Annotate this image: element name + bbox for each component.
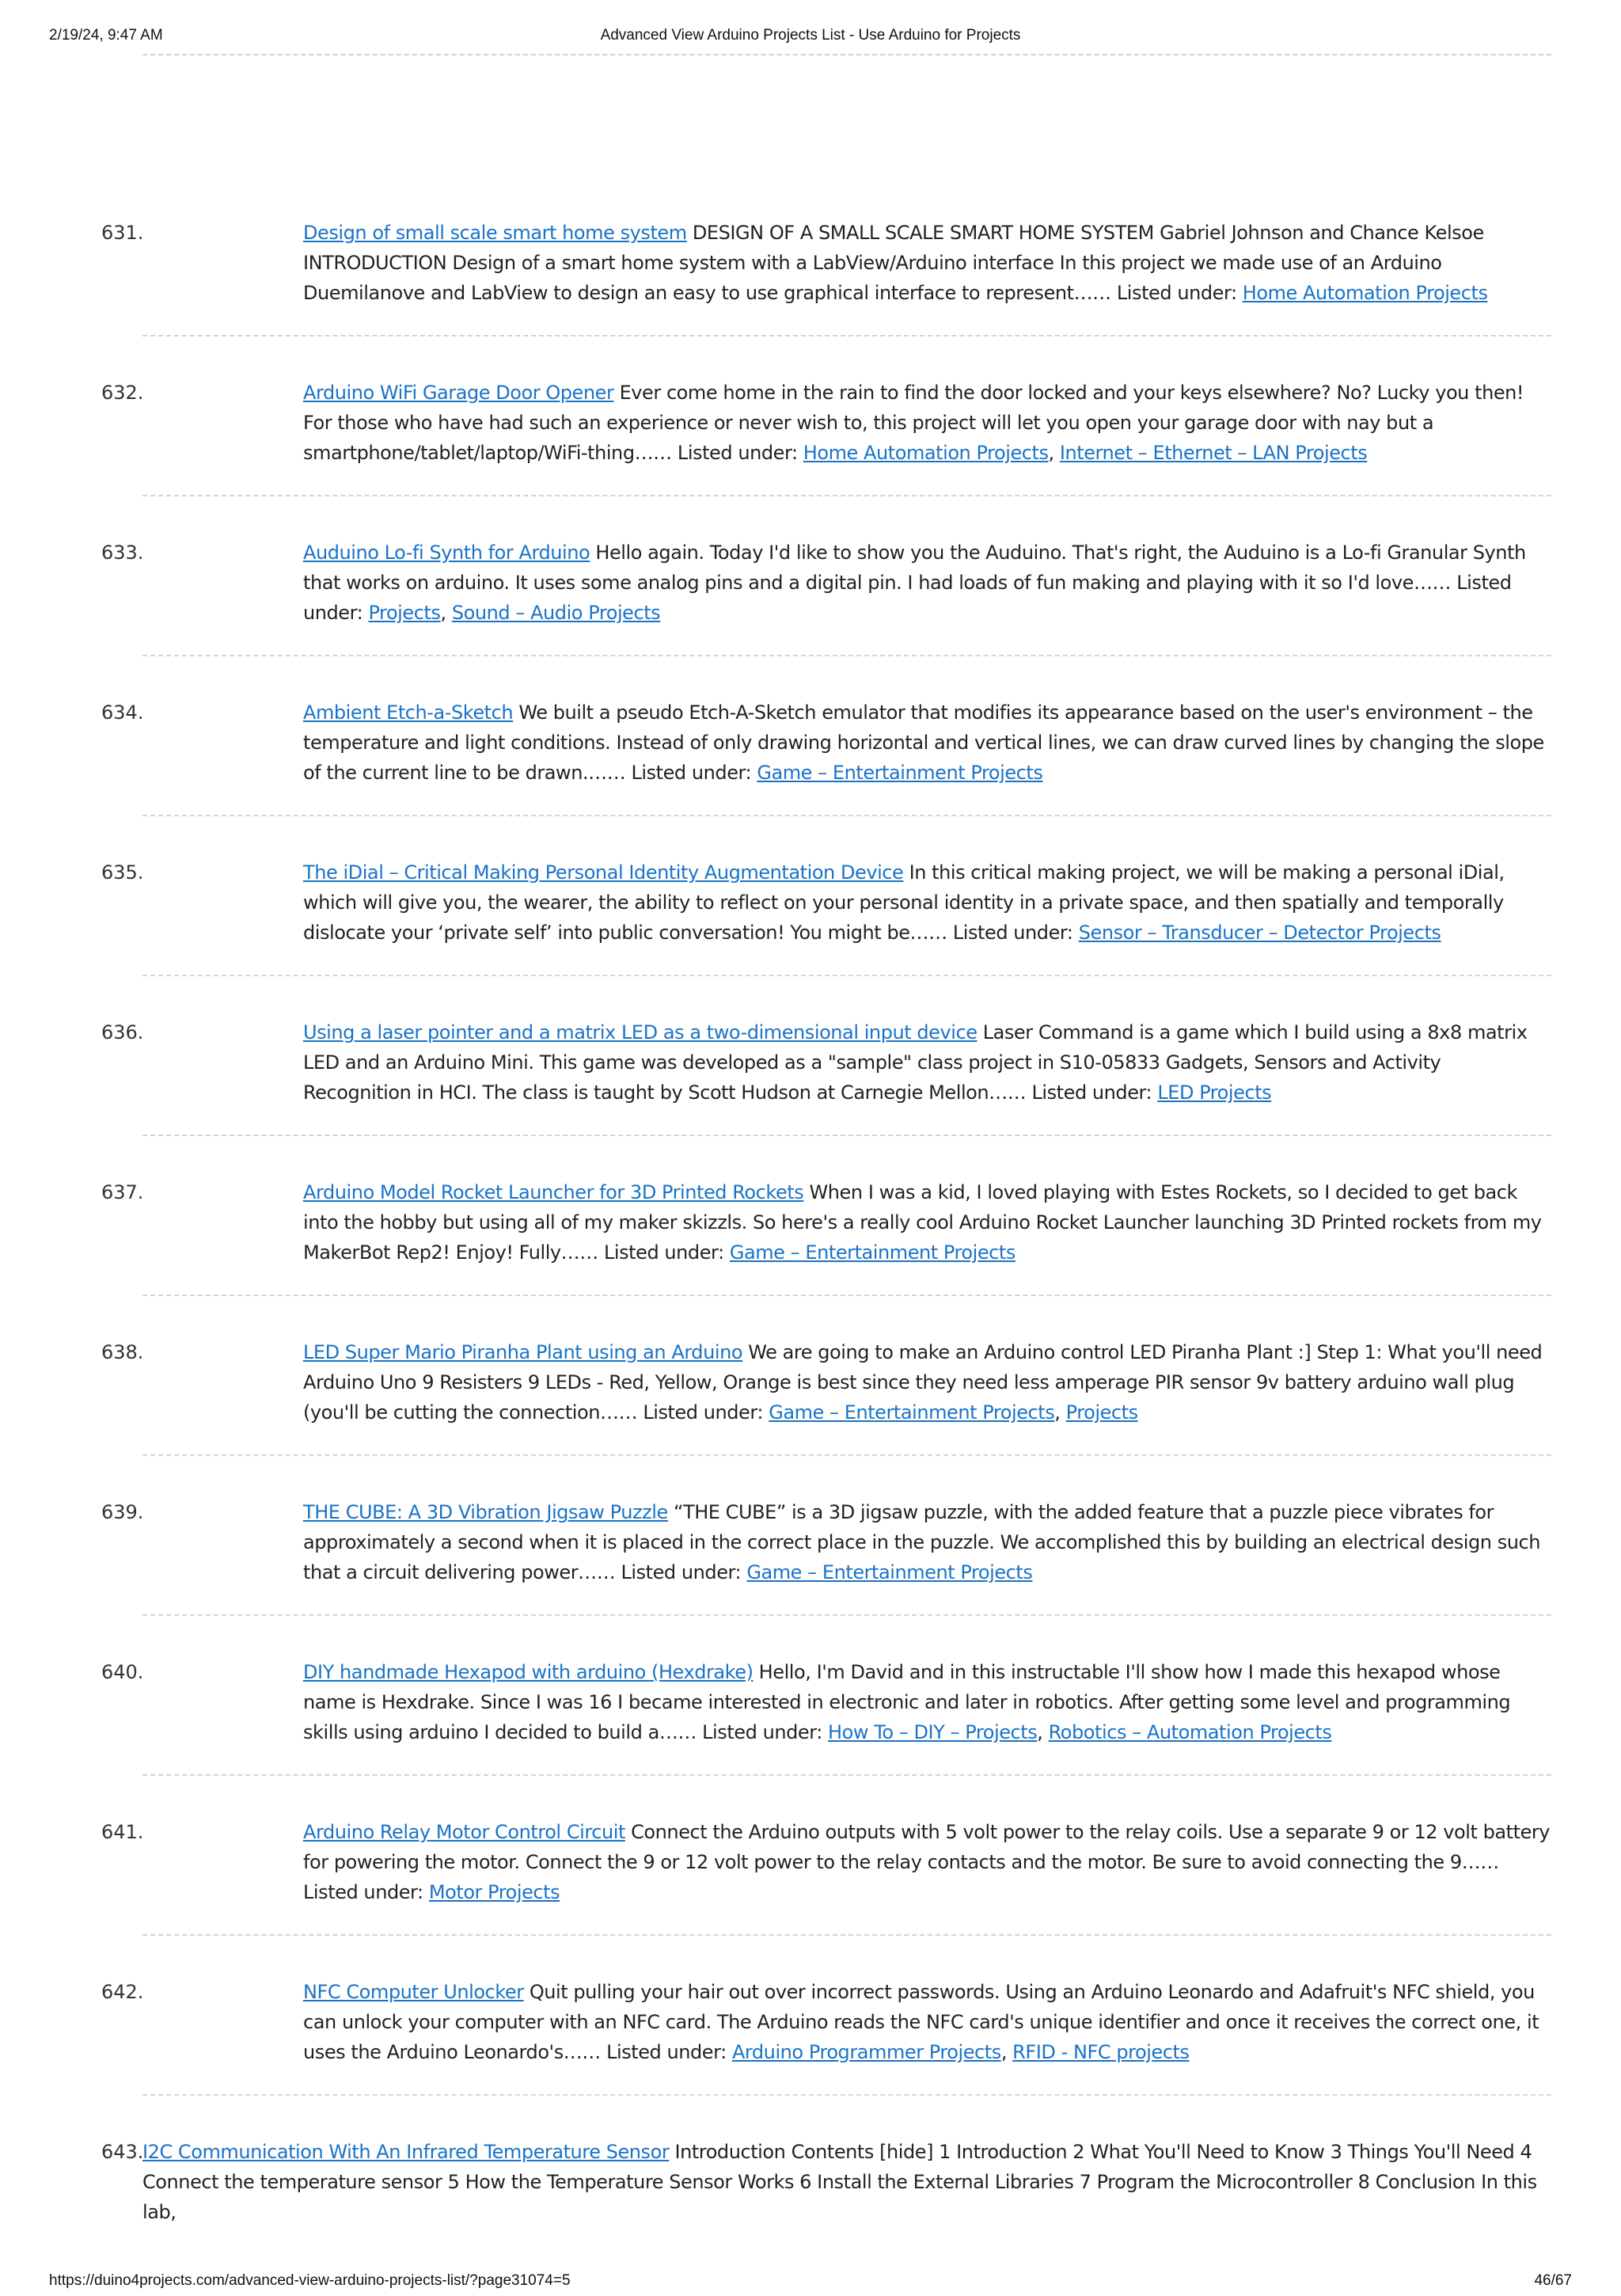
- category-link[interactable]: Internet – Ethernet – LAN Projects: [1059, 442, 1368, 464]
- category-link[interactable]: Game – Entertainment Projects: [729, 1241, 1015, 1264]
- divider: [142, 495, 1551, 496]
- category-link[interactable]: Home Automation Projects: [1242, 282, 1488, 304]
- listed-under-label: Listed under:: [643, 1401, 763, 1424]
- item-body: NFC Computer Unlocker Quit pulling your hair out over incorrect passwords. Using an Arduino Leonardo and Adafruit's NFC shield, you can unlock your computer with an NFC card. The Arduino reads the NFC card's unique identifier and once it receives the correct one, it uses the Arduino Leonardo's…… Listed under: Arduino Programmer Projects, RFID - NFC projects: [303, 1981, 1539, 2063]
- category-link[interactable]: Game – Entertainment Projects: [746, 1561, 1033, 1583]
- item-body: Arduino WiFi Garage Door Opener Ever come home in the rain to find the door locked and your keys elsewhere? No? Lucky you then! For those who have had such an experience or never wish to, this project will let you open your garage door with nay but a smartphone/tablet/laptop/WiFi-thing…… Listed under: Home Automation Projects, Internet – Ethernet – LAN Projects: [303, 382, 1524, 464]
- listed-under-label: Listed under:: [303, 1881, 423, 1903]
- category-link[interactable]: Home Automation Projects: [803, 442, 1049, 464]
- print-page-number: 46/67: [1534, 2272, 1572, 2289]
- project-title-link[interactable]: Arduino Model Rocket Launcher for 3D Printed Rockets: [303, 1181, 804, 1203]
- divider: [142, 1934, 1551, 1936]
- project-title-link[interactable]: Arduino Relay Motor Control Circuit: [303, 1821, 625, 1843]
- category-link[interactable]: RFID - NFC projects: [1012, 2041, 1190, 2063]
- divider: [142, 335, 1551, 336]
- print-footer: [0, 2272, 1621, 2296]
- divider: [142, 815, 1551, 816]
- project-title-link[interactable]: Arduino WiFi Garage Door Opener: [303, 382, 614, 404]
- project-description: “THE CUBE” is a 3D jigsaw puzzle, with the added feature that a puzzle piece vibrates for approximately a second when it is placed in the correct place in the puzzle. We accomplished this by building an electrical design such that a circuit delivering power……: [303, 1501, 1541, 1583]
- project-description: When I was a kid, I loved playing with Estes Rockets, so I decided to get back into the hobby but using all of my maker skizzls. So here's a really cool Arduino Rocket Launcher launching 3D Printed rockets from my MakerBot Rep2! Enjoy! Fully……: [303, 1181, 1542, 1264]
- category-link[interactable]: Game – Entertainment Projects: [757, 762, 1043, 784]
- print-header: [0, 27, 1621, 51]
- divider: [142, 1614, 1551, 1616]
- item-body: [101, 2137, 1551, 2227]
- category-link[interactable]: Projects: [1065, 1401, 1138, 1424]
- divider: [142, 1774, 1551, 1776]
- project-title-link[interactable]: Using a laser pointer and a matrix LED as a two-dimensional input device: [303, 1021, 978, 1043]
- listed-under-label: Listed under:: [631, 762, 752, 784]
- project-title-link[interactable]: Ambient Etch-a-Sketch: [303, 701, 514, 724]
- category-link[interactable]: Arduino Programmer Projects: [731, 2041, 1001, 2063]
- listed-under-label: Listed under:: [606, 2041, 727, 2063]
- item-body: [303, 1817, 1552, 1907]
- category-link[interactable]: Game – Entertainment Projects: [769, 1401, 1055, 1424]
- print-datetime: 2/19/24, 9:47 AM: [49, 27, 163, 44]
- project-description: Ever come home in the rain to find the door locked and your keys elsewhere? No? Lucky you then! For those who have had such an experience or never wish to, this project will let you open your garage door with nay but a smartphone/tablet/laptop/WiFi-thing……: [303, 382, 1524, 464]
- project-title-link[interactable]: DIY handmade Hexapod with arduino (Hexdrake): [303, 1661, 754, 1683]
- print-url: https://duino4projects.com/advanced-view-arduino-projects-list/?page31074=5: [49, 2272, 571, 2289]
- project-title-link[interactable]: LED Super Mario Piranha Plant using an Arduino: [303, 1341, 743, 1363]
- item-body: [303, 1177, 1552, 1268]
- item-body: [303, 1497, 1552, 1587]
- category-link[interactable]: Motor Projects: [428, 1881, 560, 1903]
- listed-under-label: Listed under:: [621, 1561, 742, 1583]
- item-number: 638.: [101, 1341, 144, 1363]
- listed-under-label: Listed under:: [677, 442, 798, 464]
- project-title-link[interactable]: NFC Computer Unlocker: [303, 1981, 524, 2003]
- item-body: [303, 218, 1552, 308]
- project-description: In this critical making project, we will be making a personal iDial, which will give you, the wearer, the ability to reflect on your personal identity in a private space, and then spatially and temporally dislocate your ‘private self’ into public conversation! You might be……: [303, 861, 1505, 944]
- project-title-link[interactable]: I2C Communication With An Infrared Temperature Sensor: [142, 2141, 670, 2163]
- project-description: DESIGN OF A SMALL SCALE SMART HOME SYSTEM Gabriel Johnson and Chance Kelsoe INTRODUCTION Design of a smart home system with a LabView/Arduino interface In this project we made use of an Arduino Duemilanove and LabView to design an easy to use graphical interface to represent……: [303, 222, 1484, 304]
- project-description: Introduction Contents [hide] 1 Introduction 2 What You'll Need to Know 3 Things You'll Need 4 Connect the temperature sensor 5 How the Temperature Sensor Works 6 Install the External Libraries 7 Program the Microcontroller 8 Conclusion In this lab,: [142, 2141, 1537, 2223]
- item-body: [303, 1017, 1552, 1108]
- item-number: 635.: [101, 861, 144, 884]
- item-number: 642.: [101, 1981, 144, 2003]
- item-number: 633.: [101, 542, 144, 564]
- divider: [142, 54, 1551, 55]
- divider: [142, 655, 1551, 656]
- item-body: LED Super Mario Piranha Plant using an Arduino We are going to make an Arduino control LED Piranha Plant :] Step 1: What you'll need Arduino Uno 9 Resisters 9 LEDs - Red, Yellow, Orange is best since they need less amperage PIR sensor 9v battery arduino wall plug (you'll be cutting the connection…… Listed under: Game – Entertainment Projects, Projects: [303, 1341, 1543, 1424]
- project-description: Laser Command is a game which I build using a 8x8 matrix LED and an Arduino Mini. This game was developed as a "sample" class project in S10-05833 Gadgets, Sensors and Activity Recognition in HCI. The class is taught by Scott Hudson at Carnegie Mellon……: [303, 1021, 1528, 1104]
- category-link[interactable]: Sound – Audio Projects: [451, 602, 661, 624]
- category-link[interactable]: Sensor – Transducer – Detector Projects: [1078, 922, 1441, 944]
- divider: [142, 1294, 1551, 1296]
- category-link[interactable]: How To – DIY – Projects: [828, 1721, 1038, 1743]
- item-number: 641.: [101, 1821, 144, 1843]
- listed-under-label: Listed under:: [303, 572, 1512, 624]
- project-title-link[interactable]: Auduino Lo-fi Synth for Arduino: [303, 542, 590, 564]
- listed-under-label: Listed under:: [952, 922, 1073, 944]
- divider: [142, 975, 1551, 976]
- item-number: 643.: [101, 2141, 144, 2163]
- item-number: 637.: [101, 1181, 144, 1203]
- project-description: Hello again. Today I'd like to show you the Auduino. That's right, the Auduino is a Lo-fi Granular Synth that works on arduino. It uses some analog pins and a digital pin. I had loads of fun making and playing with it so I'd love……: [303, 542, 1526, 594]
- project-description: We are going to make an Arduino control LED Piranha Plant :] Step 1: What you'll need Arduino Uno 9 Resisters 9 LEDs - Red, Yellow, Orange is best since they need less amperage PIR sensor 9v battery arduino wall plug (you'll be cutting the connection……: [303, 1341, 1543, 1424]
- listed-under-label: Listed under:: [1031, 1081, 1152, 1104]
- item-number: 640.: [101, 1661, 144, 1683]
- item-number: 631.: [101, 222, 144, 244]
- divider: [142, 1454, 1551, 1456]
- project-description: Quit pulling your hair out over incorrect passwords. Using an Arduino Leonardo and Adafruit's NFC shield, you can unlock your computer with an NFC card. The Arduino reads the NFC card's unique identifier and once it receives the correct one, it uses the Arduino Leonardo's……: [303, 1981, 1539, 2063]
- category-link[interactable]: LED Projects: [1157, 1081, 1272, 1104]
- project-description: We built a pseudo Etch-A-Sketch emulator that modifies its appearance based on the user's environment – the temperature and light conditions. Instead of only drawing horizontal and vertical lines, we can draw curved lines by changing the slope of the current line to be drawn.……: [303, 701, 1544, 784]
- category-link[interactable]: Robotics – Automation Projects: [1048, 1721, 1332, 1743]
- project-title-link[interactable]: THE CUBE: A 3D Vibration Jigsaw Puzzle: [303, 1501, 668, 1523]
- item-number: 639.: [101, 1501, 144, 1523]
- divider: [142, 1135, 1551, 1136]
- item-number: 636.: [101, 1021, 144, 1043]
- item-body: DIY handmade Hexapod with arduino (Hexdrake) Hello, I'm David and in this instructable I'll show how I made this hexapod whose name is Hexdrake. Since I was 16 I became interested in electronic and later in robotics. After getting some level and programming skills using arduino I decided to build a…… Listed under: How To – DIY – Projects, Robotics – Automation Projects: [303, 1661, 1511, 1743]
- project-title-link[interactable]: Design of small scale smart home system: [303, 222, 687, 244]
- project-description: Hello, I'm David and in this instructable I'll show how I made this hexapod whose name is Hexdrake. Since I was 16 I became interested in electronic and later in robotics. After getting some level and programming skills using arduino I decided to build a……: [303, 1661, 1511, 1743]
- project-title-link[interactable]: The iDial – Critical Making Personal Identity Augmentation Device: [303, 861, 904, 884]
- category-link[interactable]: Projects: [368, 602, 441, 624]
- listed-under-label: Listed under:: [603, 1241, 724, 1264]
- item-number: 634.: [101, 701, 144, 724]
- listed-under-label: Listed under:: [702, 1721, 822, 1743]
- listed-under-label: Listed under:: [1116, 282, 1237, 304]
- item-number: 632.: [101, 382, 144, 404]
- print-page-title: Advanced View Arduino Projects List - Use Arduino for Projects: [600, 27, 1021, 44]
- project-description: Connect the Arduino outputs with 5 volt power to the relay coils. Use a separate 9 or 12 volt battery for powering the motor. Connect the 9 or 12 volt power to the relay contacts and the motor. Be sure to avoid connecting the 9……: [303, 1821, 1551, 1873]
- item-body: [303, 698, 1552, 788]
- item-body: Auduino Lo-fi Synth for Arduino Hello again. Today I'd like to show you the Auduino. That's right, the Auduino is a Lo-fi Granular Synth that works on arduino. It uses some analog pins and a digital pin. I had loads of fun making and playing with it so I'd love…… Listed under: Projects, Sound – Audio Projects: [303, 542, 1526, 624]
- divider: [142, 2094, 1551, 2096]
- item-body: [303, 857, 1552, 948]
